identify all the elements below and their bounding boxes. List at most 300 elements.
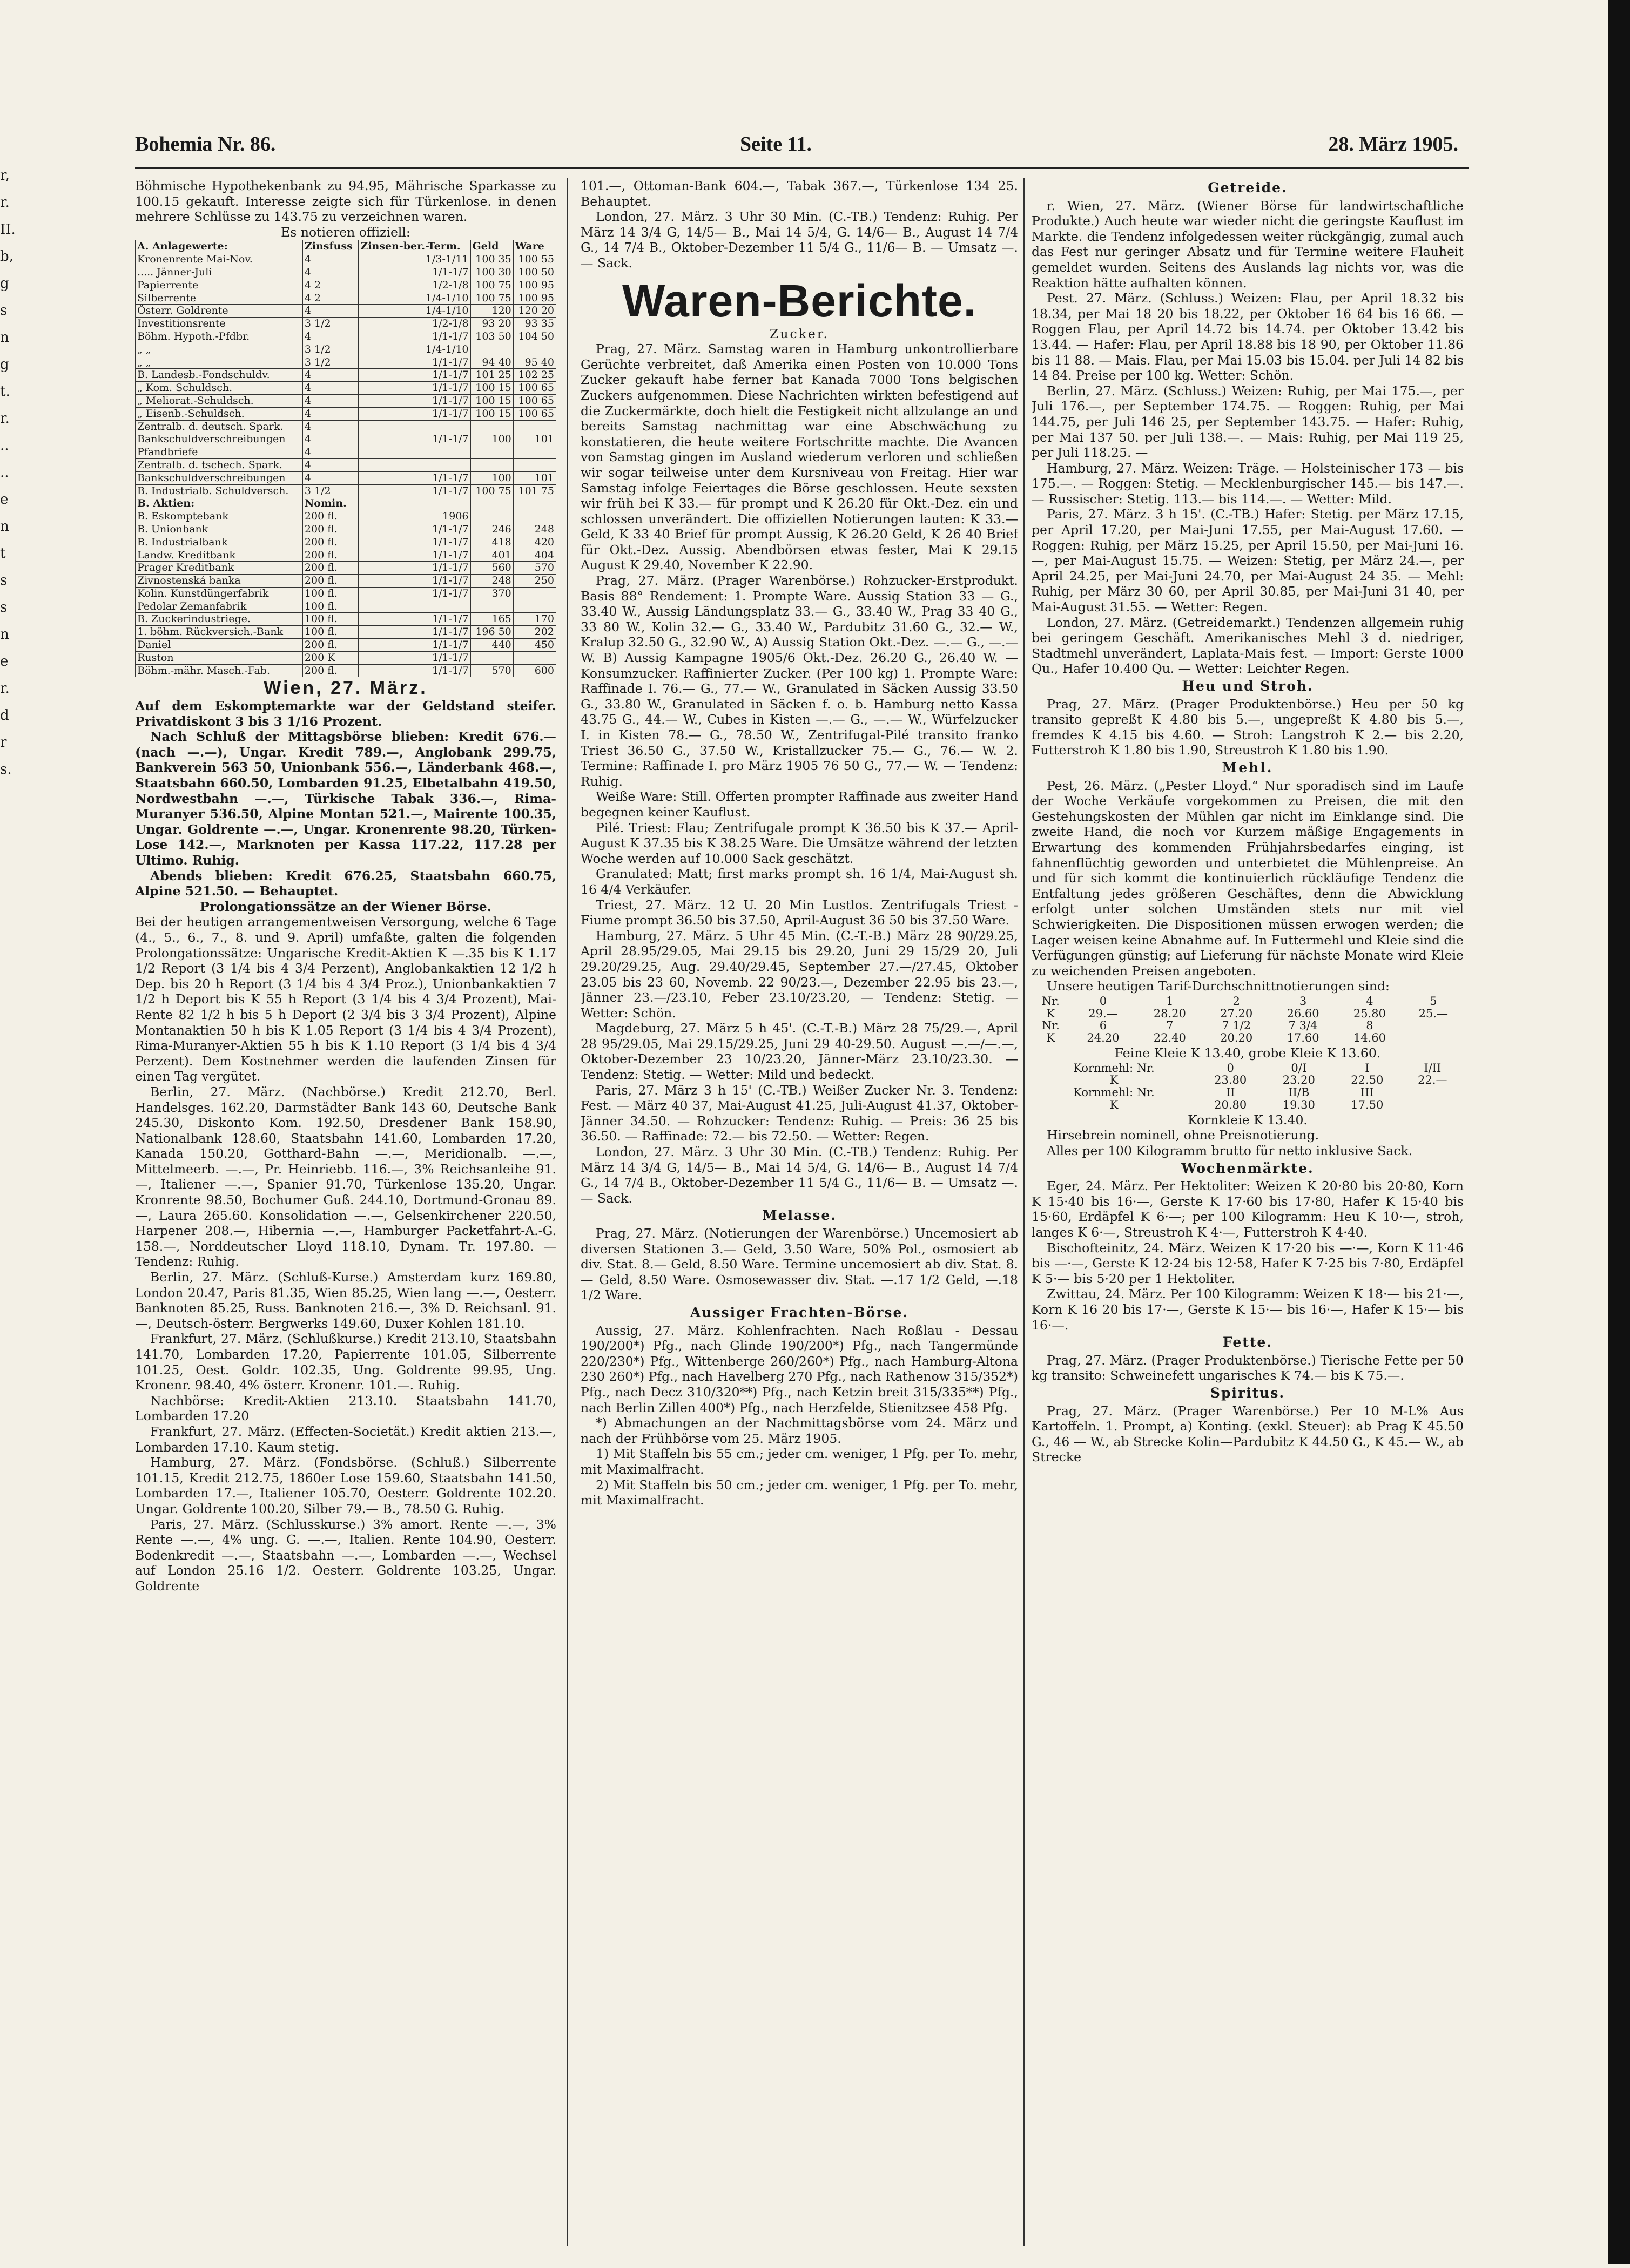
- table-cell: 26.60: [1287, 1007, 1319, 1020]
- table-cell: III: [1360, 1086, 1374, 1099]
- table-cell: [1402, 1086, 1464, 1099]
- table-header-cell: A. Anlagewerte:: [136, 240, 303, 253]
- table-cell: [470, 651, 513, 664]
- table-cell: K: [1109, 1098, 1119, 1112]
- table-row: [136, 549, 556, 562]
- table-cell: [359, 458, 470, 471]
- table-row: [136, 587, 556, 600]
- table-cell: [1402, 1099, 1464, 1111]
- table-cell: I/II: [1424, 1061, 1442, 1075]
- table-cell: 100 55: [513, 253, 556, 266]
- table-cell: 1/1-1/7: [359, 664, 470, 677]
- frachten-text: Aussig, 27. März. Kohlenfrachten. Nach Roßlau - Dessau 190/200*) Pfg., nach Glinde 190/200*) Pfg., nach Tangermünde 220/230*) Pfg., Wittenberge 260/260*) Pfg., nach Hamburg-Altona 230 260*) Pfg., nach Havelberg 270 Pfg., nach Rathenow 315/352*) Pfg., nach Decz 310/320**) Pfg., nach Ketzin breit 315/335**) Pfg., nach Berlin Zillen 400*) Pfg., nach Herzfelde, Stienitzsee 458 Pfg.: [581, 1322, 1018, 1415]
- table-cell: Landw. Kreditbank: [136, 549, 303, 562]
- margin-fragment: r,: [0, 167, 10, 184]
- wien-heading: Wien, 27. März.: [264, 678, 428, 699]
- table-cell: 4 2: [302, 279, 358, 292]
- table-cell: 100 75: [470, 279, 513, 292]
- table-cell: II: [1225, 1086, 1235, 1099]
- table-cell: 1/1-1/7: [359, 639, 470, 652]
- table-cell: 1/4-1/10: [359, 292, 470, 305]
- table-row: [136, 458, 556, 471]
- table-cell: 4: [302, 446, 358, 459]
- table-row: [1032, 1086, 1464, 1099]
- prolong-heading: Prolongationssätze an der Wiener Börse.: [200, 899, 491, 914]
- table-cell: 196 50: [470, 626, 513, 639]
- margin-fragment: n: [0, 626, 9, 643]
- table-cell: [513, 446, 556, 459]
- table-cell: 170: [513, 613, 556, 626]
- table-row: [136, 510, 556, 523]
- table-row: [136, 497, 556, 510]
- table-cell: 202: [513, 626, 556, 639]
- table-cell: B. Industrialbank: [136, 536, 303, 549]
- table-row: [136, 639, 556, 652]
- table-cell: 1/1-1/7: [359, 382, 470, 395]
- table-row: [136, 253, 556, 266]
- hamburg-zucker: Hamburg, 27. März. 5 Uhr 45 Min. (C.-T.-B.) März 28 90/29.25, April 28.95/29.05, Mai 29.15 bis 29.20, Juni 29 15/29 20, Juli 29.20/29.25, Aug. 29.40/29.45, September 27.—/27.45, Oktober 23.05 bis 23 60, Novemb. 22 90/23.—, Dezember 22.95 bis 23.—, Jänner 23.—/23.10, Feber 23.10/23.20, — Tendenz: Stetig. — Wetter: Schön.: [581, 928, 1018, 1021]
- table-cell: B. Industrialb. Schuldversch.: [136, 484, 303, 497]
- table-cell: 100 15: [470, 407, 513, 420]
- table-row: [136, 356, 556, 369]
- table-header-cell: Geld: [470, 240, 513, 253]
- table-row: [136, 613, 556, 626]
- table-cell: 1/1-1/7: [359, 356, 470, 369]
- official-note: Es notieren offiziell:: [281, 224, 410, 240]
- column-3: [1032, 178, 1464, 2246]
- table-cell: 200 K: [302, 651, 358, 664]
- table-cell: 101 75: [513, 484, 556, 497]
- melasse-text: Prag, 27. März. (Notierungen der Warenbörse.) Uncemosiert ab diversen Stationen 3.— Geld, 3.50 Ware, 50% Pol., osmosiert ab div. Stat. 8.— Geld, 8.50 Ware. Termine uncemosiert ab div. Stat. 8.— Geld, 8.50 Ware. Osmosewasser div. Stat. —.17 1/2 Geld, —.18 1/2 Ware.: [581, 1226, 1018, 1303]
- bischofteinitz-markt: Bischofteinitz, 24. März. Weizen K 17·20 bis —·—, Korn K 11·46 bis —·—, Gerste K 12·24 bis 12·58, Hafer K 7·25 bis 7·80, Erdäpfel K 5·— bis 5·20 per 1 Hektoliter.: [1032, 1240, 1464, 1286]
- table-cell: 100: [470, 433, 513, 446]
- table-row: [136, 394, 556, 407]
- frankfurt-nachboerse: Nachbörse: Kredit-Aktien 213.10. Staatsbahn 141.70, Lombarden 17.20: [135, 1393, 556, 1424]
- table-cell: [359, 600, 470, 613]
- table-cell: 1/1-1/7: [359, 484, 470, 497]
- table-cell: 418: [470, 536, 513, 549]
- table-cell: 1/4-1/10: [359, 343, 470, 356]
- column-1: [135, 178, 556, 2246]
- table-cell: 1/1-1/7: [359, 549, 470, 562]
- melasse-heading: Melasse.: [762, 1207, 837, 1224]
- table-cell: 7: [1166, 1019, 1174, 1032]
- table-row: [136, 420, 556, 433]
- margin-fragment: ..: [0, 464, 9, 481]
- table-cell: 4: [302, 382, 358, 395]
- table-cell: [513, 587, 556, 600]
- table-cell: 120: [470, 305, 513, 318]
- table-cell: 4: [302, 433, 358, 446]
- table-cell: „ „: [136, 343, 303, 356]
- mehl-text: Pest, 26. März. („Pester Lloyd.“ Nur sporadisch sind im Laufe der Woche Verkäufe vorgekommen zu Preisen, die mit den Gestehungskosten der Mühlen gar nicht im Einklange sind. Die zweite Hand, die noch vor Kurzem mäßige Engagements in Erwartung des kommenden Frühjahrsbedarfes einging, ist fahnenflüchtig geworden und unterbietet die Mühlenpreise. An und für sich kommt die kontinuierlich rückläufige Tendenz die Entfaltung jedes größeren Geschäftes, denn die Abwicklung erfolgt unter solchen Umständen stets nur mit viel Schwierigkeiten. Die Dispositionen müssen erwogen werden; die Lager weisen keine Abnahme auf. In Futtermehl und Kleie sind die Verfügungen günstig; auf Lieferung für nächste Monate wird Kleie zu weichenden Preisen angeboten.: [1032, 778, 1464, 978]
- table-cell: Investitionsrente: [136, 318, 303, 330]
- table-cell: 1/1-1/7: [359, 330, 470, 343]
- table-cell: [470, 458, 513, 471]
- table-cell: 23.20: [1282, 1074, 1315, 1087]
- table-cell: 100 75: [470, 484, 513, 497]
- table-cell: 560: [470, 562, 513, 575]
- table-row: [1032, 1099, 1464, 1111]
- table-cell: Daniel: [136, 639, 303, 652]
- magdeburg-zucker: Magdeburg, 27. März 5 h 45'. (C.-T.-B.) März 28 75/29.—, April 28 95/29.05, Mai 29.15/29.25, Juni 29 40-29.50. August —.—/—.—, Oktober-Dezember 23 10/23.20, Jänner-März 23.10/23.30. — Tendenz: Stetig. — Wetter: Mild und bedeckt.: [581, 1021, 1018, 1083]
- table-row: [136, 305, 556, 318]
- table-row: [136, 626, 556, 639]
- london-zucker: London, 27. März. 3 Uhr 30 Min. (C.-TB.) Tendenz: Ruhig. Per März 14 3/4 G, 14/5— B., Mai 14 5/4, G. 14/6— B., August 14 7/4 G., 14 7/4 B., Oktober-Dezember 11 5/4 G., 11/6— B. — Umsatz —.— Sack.: [581, 1144, 1018, 1206]
- pest-getreide: Pest. 27. März. (Schluss.) Weizen: Flau, per April 18.32 bis 18.34, per Mai 18 20 bis 18.22, per Oktober 16 64 bis 16 66. — Roggen Flau, per April 14.72 bis 14.74. per Oktober 13.42 bis 13.44. — Hafer: Flau, per April 18.88 bis 18 90, per Oktober 11.86 bis 11 88. — Mais. Flau, per Mai 15.03 bis 15.04. per Juli 14 82 bis 14 84. Preise per 100 kg. Wetter: Schön.: [1032, 291, 1464, 383]
- table-cell: 1/1-1/7: [359, 394, 470, 407]
- column-rule: [1023, 178, 1025, 2246]
- margin-fragment: s.: [0, 761, 12, 778]
- abends: Abends blieben: Kredit 676.25, Staatsbahn 660.75, Alpine 521.50. — Behauptet.: [135, 868, 556, 899]
- wien-lead: Auf dem Eskomptemarkte war der Geldstand steifer. Privatdiskont 3 bis 3 1/16 Prozent.: [135, 698, 556, 729]
- table-cell: 246: [470, 523, 513, 536]
- table-cell: 200 fl.: [302, 536, 358, 549]
- table-cell: 401: [470, 549, 513, 562]
- getreide-heading: Getreide.: [1208, 180, 1288, 195]
- margin-fragment: r: [0, 734, 7, 751]
- table-cell: 1/1-1/7: [359, 523, 470, 536]
- intro-paragraph: Böhmische Hypothekenbank zu 94.95, Mährische Sparkasse zu 100.15 gekauft. Interesse zeigte sich für Türkenlose. in denen mehrere Schlüsse zu 143.75 zu verzeichnen waren.: [135, 178, 556, 225]
- prag-zucker-1: Prag, 27. März. Samstag waren in Hamburg unkontrollierbare Gerüchte verbreitet, daß Amerika einen Posten von 10.000 Tons Zucker gekauft habe ferner bat Kanada 7000 Tons belgischen Zuckers aufgenommen. Diese Nachrichten wirkten befestigend auf die Zuckermärkte, doch hielt die Festigkeit nicht allzulange an und bereits Samstag nachmittag war eine Abschwächung zu konstatieren, die heute weitere Fortschritte machte. Die Avancen von Samstag gingen im Ausland wiederum verloren und schließen wir sogar teilweise unter dem Kursniveau von Freitag. Hier war Samstag infolge Feiertages die Börse geschlossen. Heute sexsten wir früh bei K 33.— für prompt und K 26.20 für Okt.-Dez. ein und schlossen unverändert. Die offiziellen Notierungen lauten: K 33.— Geld, K 33 40 Brief für prompt Aussig, K 26.20 Geld, K 26 40 Brief für Okt.-Dez. Aussig. Abendbörsen etwas fester, Mai K 29.15 August K 29.40, November K 22.90.: [581, 341, 1018, 573]
- table-cell: B. Landesb.-Fondschuldv.: [136, 369, 303, 382]
- paris-zucker: Paris, 27. März 3 h 15' (C.-TB.) Weißer Zucker Nr. 3. Tendenz: Fest. — März 40 37, Mai-August 41.25, Juli-August 41.37, Oktober-Jänner 34.50. — Rohzucker: Tendenz: Ruhig. — Preis: 36 25 bis 36.50. — Raffinade: 72.— bis 72.50. — Wetter: Regen.: [581, 1082, 1018, 1144]
- table-cell: K: [1109, 1074, 1119, 1087]
- table-row: [136, 523, 556, 536]
- table-cell: 1/1-1/7: [359, 562, 470, 575]
- table-cell: 100 65: [513, 382, 556, 395]
- table-cell: Zentralb. d. deutsch. Spark.: [136, 420, 303, 433]
- table-cell: 101: [513, 433, 556, 446]
- table-cell: 440: [470, 639, 513, 652]
- table-row: [1032, 1032, 1464, 1044]
- table-cell: Kornmehl: Nr.: [1073, 1061, 1155, 1075]
- table-cell: 101: [513, 471, 556, 484]
- margin-fragment: II.: [0, 221, 16, 238]
- table-row: [136, 330, 556, 343]
- table-cell: 100 fl.: [302, 626, 358, 639]
- table-cell: 1/1-1/7: [359, 575, 470, 588]
- table-cell: 370: [470, 587, 513, 600]
- table-cell: 100 fl.: [302, 613, 358, 626]
- table-row: [136, 575, 556, 588]
- table-cell: [470, 600, 513, 613]
- table-header-cell: Zinsen-ber.-Term.: [359, 240, 470, 253]
- table-cell: Nr.: [1041, 994, 1060, 1008]
- table-cell: [513, 420, 556, 433]
- table-cell: 103 50: [470, 330, 513, 343]
- table-cell: 4: [302, 369, 358, 382]
- table-cell: B. Aktien:: [136, 497, 303, 510]
- wien-getreide: r. Wien, 27. März. (Wiener Börse für landwirtschaftliche Produkte.) Auch heute war wieder nicht die geringste Kauflust im Markte. die Tendenz infolgedessen weiter rückgängig, zumal auch das Fest nur geringer Absatz und für Termine weitere Flauheit gemeldet wurden. Seitens des Auslands lag nichts vor, was die Reaktion hätte aufhalten können.: [1032, 198, 1464, 291]
- table-cell: [470, 420, 513, 433]
- table-cell: 4: [1366, 994, 1373, 1008]
- table-cell: 5: [1430, 994, 1437, 1008]
- table-cell: 200 fl.: [302, 575, 358, 588]
- table-cell: 1/1-1/7: [359, 266, 470, 279]
- table-cell: Kolin. Kunstdüngerfabrik: [136, 587, 303, 600]
- table-cell: B. Zuckerindustriege.: [136, 613, 303, 626]
- table-cell: „ Meliorat.-Schuldsch.: [136, 394, 303, 407]
- table-cell: [359, 420, 470, 433]
- paris-getreide: Paris, 27. März. 3 h 15'. (C.-TB.) Hafer: Stetig. per März 17.15, per April 17.20, per Mai-Juni 17.55, per Mai-August 17.60. — Roggen: Ruhig, per März 15.25, per April 15.50, per Mai-Juni 16.—, per Mai-August 15.75. — Weizen: Stetig, per März 24.—, per April 24.25, per Mai-Juni 24.70, per Mai-August 24 35. — Mehl: Ruhig, per März 30 60, per April 30.85, per Mai-Juni 31 40, per Mai-August 31.55. — Wetter: Regen.: [1032, 507, 1464, 615]
- hirse-line: Hirsebrein nominell, ohne Preisnotierung.: [1047, 1128, 1319, 1143]
- table-row: [136, 471, 556, 484]
- table-cell: 248: [470, 575, 513, 588]
- margin-fragment: d: [0, 707, 9, 724]
- table-cell: [359, 497, 470, 510]
- table-cell: [359, 446, 470, 459]
- table-header-cell: Zinsfuss: [302, 240, 358, 253]
- table-cell: 3 1/2: [302, 318, 358, 330]
- table-row: [136, 279, 556, 292]
- margin-fragment: t.: [0, 383, 10, 400]
- margin-fragment: r.: [0, 680, 10, 697]
- berlin-getreide: Berlin, 27. März. (Schluss.) Weizen: Ruhig, per Mai 175.—, per Juli 176.—, per September 174.75. — Roggen: Ruhig, per Mai 144.75, per Juli 146 25, per September 143.75. — Hafer: Ruhig, per Mai 137 50. per Juli 138.—. — Mais: Ruhig, per Mai 119 25, per Juli 118.25. —: [1032, 383, 1464, 461]
- fette-text: Prag, 27. März. (Prager Produktenbörse.) Tierische Fette per 50 kg transito: Schweinefett ungarisches K 74.— bis K 75.—.: [1032, 1352, 1464, 1383]
- table-cell: 0: [1227, 1061, 1234, 1075]
- stock-table: [135, 240, 556, 677]
- table-cell: 100 50: [513, 266, 556, 279]
- table-cell: Kornmehl: Nr.: [1073, 1086, 1155, 1099]
- table-row: [136, 484, 556, 497]
- hamburg-getreide: Hamburg, 27. März. Weizen: Träge. — Holsteinischer 173 — bis 175.—. — Roggen: Stetig. — Mecklenburgischer 145.— bis 147.—. — Russischer: Stetig. 113.— bis 114.—. — Wetter: Mild.: [1032, 460, 1464, 507]
- table-cell: 19.30: [1282, 1098, 1315, 1112]
- margin-fragment: e: [0, 491, 9, 508]
- margin-fragment: g: [0, 356, 9, 373]
- table-cell: 25.—: [1418, 1007, 1448, 1020]
- table-cell: 100 75: [470, 292, 513, 305]
- margin-fragment: s: [0, 572, 8, 589]
- margin-fragment: g: [0, 275, 9, 292]
- header-page-number: Seite 11.: [740, 133, 812, 156]
- table-cell: 1/2-1/8: [359, 279, 470, 292]
- tarif-intro: Unsere heutigen Tarif-Durchschnittnotierungen sind:: [1047, 978, 1390, 994]
- table-cell: 1/1-1/7: [359, 536, 470, 549]
- table-cell: [513, 510, 556, 523]
- table-cell: 104 50: [513, 330, 556, 343]
- heu-heading: Heu und Stroh.: [1182, 678, 1314, 694]
- table-cell: 28.20: [1153, 1007, 1186, 1020]
- table-cell: „ Eisenb.-Schuldsch.: [136, 407, 303, 420]
- table-cell: 4: [302, 305, 358, 318]
- table-cell: 100 15: [470, 382, 513, 395]
- zucker-heading: Zucker.: [770, 326, 829, 341]
- waren-berichte-title: Waren-Berichte.: [622, 275, 977, 326]
- table-cell: 101 25: [470, 369, 513, 382]
- table-header-cell: Ware: [513, 240, 556, 253]
- table-cell: K: [1046, 1031, 1055, 1045]
- table-cell: [513, 600, 556, 613]
- table-cell: Bankschuldverschreibungen: [136, 471, 303, 484]
- margin-fragment: n: [0, 518, 9, 535]
- nach-schluss: Nach Schluß der Mittagsbörse blieben: Kredit 676.— (nach —.—), Ungar. Kredit 789.—, Anglobank 299.75, Bankverein 563 50, Unionbank 556.—, Länderbank 468.—, Staatsbahn 660.50, Lombarden 91.25, Elbetalbahn 419.50, Nordwestbahn —.—, Türkische Tabak 336.—, Rima-Muranyer 536.50, Alpine Montan 521.—, Mairente 100.35, Ungar. Goldrente —.—, Ungar. Kronenrente 98.20, Türken-Lose 142.—, Marknoten per Kassa 117.22, 117.28 per Ultimo. Ruhig.: [135, 729, 556, 868]
- table-row: [136, 382, 556, 395]
- table-cell: 600: [513, 664, 556, 677]
- table-cell: 1/2-1/8: [359, 318, 470, 330]
- table-cell: I: [1365, 1061, 1370, 1075]
- table-cell: B. Eskomptebank: [136, 510, 303, 523]
- header-date: 28. März 1905.: [1328, 133, 1458, 156]
- table-cell: 4: [302, 407, 358, 420]
- table-cell: Böhm. Hypoth.-Pfdbr.: [136, 330, 303, 343]
- table-cell: [1403, 1020, 1464, 1032]
- table-cell: 3 1/2: [302, 484, 358, 497]
- table-row: [1032, 1074, 1464, 1086]
- margin-fragment: e: [0, 653, 9, 670]
- table-cell: [513, 458, 556, 471]
- table-row: [1032, 1062, 1464, 1075]
- table-cell: 1: [1166, 994, 1174, 1008]
- table-cell: Kronenrente Mai-Nov.: [136, 253, 303, 266]
- alles-line: Alles per 100 Kilogramm brutto für netto inklusive Sack.: [1047, 1143, 1413, 1159]
- table-cell: [513, 343, 556, 356]
- footnote-1: *) Abmachungen an der Nachmittagsbörse vom 24. März und nach der Frühbörse vom 25. März 1905.: [581, 1415, 1018, 1446]
- table-row: [136, 562, 556, 575]
- table-row: [136, 266, 556, 279]
- page-header: [135, 132, 1458, 165]
- table-cell: [470, 343, 513, 356]
- table-cell: 29.—: [1088, 1007, 1118, 1020]
- table-cell: 7 1/2: [1222, 1019, 1251, 1032]
- mehl-heading: Mehl.: [1222, 759, 1274, 775]
- scan-edge: [1608, 0, 1630, 2264]
- prolong-text: Bei der heutigen arrangementweisen Versorgung, welche 6 Tage (4., 5., 6., 7., 8. und 9. April) umfaßte, galten die folgenden Prolongationssätze: Ungarische Kredit-Aktien K —.35 bis K 1.17 1/2 Report (3 1/4 bis 4 3/4 Perzent), Anglobankaktien 12 1/2 h Dep. bis 20 h Report (3 1/4 bis 4 3/4 Proz.), Unionbankaktien 7 1/2 h Deport bis K 55 h Report (3 1/4 bis 4 3/4 Prozent), Mai-Rente 82 1/2 h bis 5 h Deport (2 3/4 bis 3 3/4 Prozent), Alpine Montanaktien 50 h bis K 1.05 Report (3 1/4 bis 4 3/4 Prozent), Rima-Muranyer-Aktien 55 h bis K 1.10 Report (3 1/4 bis 4 3/4 Perzent). Dem Kostnehmer werden die laufenden Zinsen für einen Tag vergütet.: [135, 914, 556, 1084]
- table-cell: 0/I: [1291, 1061, 1307, 1075]
- table-cell: 20.80: [1214, 1098, 1247, 1112]
- table-cell: 22.50: [1351, 1074, 1384, 1087]
- column-2: [581, 178, 1018, 2246]
- table-cell: Pedolar Zemanfabrik: [136, 600, 303, 613]
- paris-schlusskurse: Paris, 27. März. (Schlusskurse.) 3% amort. Rente —.—, 3% Rente —.—, 4% ung. G. —.—, Italien. Rente 104.90, Oesterr. Bodenkredit —.—, Staatsbahn —.—, Lombarden —.—, Wechsel auf London 25.16 1/2. Oesterr. Goldrente 103.25, Ungar. Goldrente: [135, 1516, 556, 1594]
- table-cell: 570: [470, 664, 513, 677]
- spiritus-text: Prag, 27. März. (Prager Warenbörse.) Per 10 M-L% Aus Kartoffeln. 1. Prompt, a) Konting. (exkl. Steuer): ab Prag K 45.50 G., 46 — W., ab Strecke Kolin—Pardubitz K 44.50 G., K 45.— W., ab Strecke: [1032, 1403, 1464, 1465]
- table-cell: 1/1-1/7: [359, 407, 470, 420]
- london-fondsboerse: London, 27. März. 3 Uhr 30 Min. (C.-TB.) Tendenz: Ruhig. Per März 14 3/4 G, 14/5— B., Mai 14 5/4, G. 14/6— B., August 14 7/4 G., 14 7/4 B., Oktober-Dezember 11 5/4 G., 11/6— B. — Umsatz —.— Sack.: [581, 209, 1018, 271]
- table-cell: 404: [513, 549, 556, 562]
- table-cell: 94 40: [470, 356, 513, 369]
- table-cell: 1. böhm. Rückversich.-Bank: [136, 626, 303, 639]
- margin-fragment: t: [0, 545, 6, 562]
- margin-fragment: ..: [0, 437, 9, 454]
- table-row: [136, 343, 556, 356]
- table-cell: [513, 651, 556, 664]
- table-cell: 0: [1099, 994, 1107, 1008]
- weisse-ware: Weiße Ware: Still. Offerten prompter Raffinade aus zweiter Hand begegnen keiner Kauflust.: [581, 789, 1018, 820]
- table-cell: 20.20: [1220, 1031, 1253, 1045]
- kornmehl-table: [1032, 1062, 1464, 1111]
- table-cell: 3 1/2: [302, 356, 358, 369]
- table-cell: 200 fl.: [302, 523, 358, 536]
- table-cell: II/B: [1288, 1086, 1310, 1099]
- table-cell: Zivnostenská banka: [136, 575, 303, 588]
- table-cell: 100 fl.: [302, 587, 358, 600]
- table-cell: Ruston: [136, 651, 303, 664]
- table-cell: [470, 497, 513, 510]
- eger-markt: Eger, 24. März. Per Hektoliter: Weizen K 20·80 bis 20·80, Korn K 15·40 bis 16·—, Gerste K 17·60 bis 17·80, Hafer K 15·40 bis 15·60, Erdäpfel K 6·—; per 100 Kilogramm: Heu K 10·—, stroh, langes K 6·—, Streustroh K 4·—, Futterstroh K 4·40.: [1032, 1178, 1464, 1240]
- fette-heading: Fette.: [1223, 1334, 1272, 1351]
- table-cell: 100 95: [513, 292, 556, 305]
- table-cell: [513, 497, 556, 510]
- table-cell: 4: [302, 394, 358, 407]
- table-cell: 22.40: [1153, 1031, 1186, 1045]
- berlin-nachboerse: Berlin, 27. März. (Nachbörse.) Kredit 212.70, Berl. Handelsges. 162.20, Darmstädter Bank 143 60, Deutsche Bank 245.30, Diskonto Kom. 192.50, Dresdener Bank 158.90, Nationalbank 128.60, Staatsbahn 141.60, Lombarden 17.20, Kanada 150.20, Gotthard-Bahn —.—, Meridionalb. —.—, Mittelmeerb. —.—, Pr. Heinriebb. 116.—, 3% Reichsanleihe 91.—, Italiener —.—, Spanier 91.70, Türkenlose 135.20, Ungar. Kronrente 98.50, Bochumer Guß. 244.10, Dortmund-Gronau 89.—, Laura 265.60. Konsolidation —.—, Gelsenkirchener 220.50, Harpener 208.—, Hibernia —.—, Hamburger Packetfahrt-A.-G. 158.—, Norddeutscher Lloyd 118.10, Dynam. Tr. 197.80. — Tendenz: Ruhig.: [135, 1084, 556, 1270]
- table-cell: 1/1-1/7: [359, 626, 470, 639]
- table-row: [136, 292, 556, 305]
- margin-fragment: b,: [0, 248, 14, 265]
- table-cell: 200 fl.: [302, 549, 358, 562]
- margin-fragment: s: [0, 599, 8, 616]
- table-cell: 4: [302, 420, 358, 433]
- table-cell: 2: [1232, 994, 1240, 1008]
- table-cell: Silberrente: [136, 292, 303, 305]
- table-cell: 4: [302, 458, 358, 471]
- table-cell: 14.60: [1353, 1031, 1386, 1045]
- table-cell: 4: [302, 330, 358, 343]
- table-cell: 93 35: [513, 318, 556, 330]
- footnote-3: 2) Mit Staffeln bis 50 cm.; jeder cm. weniger, 1 Pfg. per To. mehr, mit Maximalfracht.: [581, 1477, 1018, 1508]
- left-margin-cropped-text: [0, 162, 16, 2268]
- table-cell: 200 fl.: [302, 639, 358, 652]
- table-cell: 570: [513, 562, 556, 575]
- prag-zucker-2: Prag, 27. März. (Prager Warenbörse.) Rohzucker-Erstprodukt. Basis 88° Rendement: 1. Prompte Ware. Aussig Station 33 — G., 33.40 W., Aussig Ländungsplatz 33.— G., 33.40 W., Prag 33 40 G., 33 80 W., Kolin 32.— G., 33.40 W., Pardubitz 31.60 G., 32.— W., Kralup 32.50 G., 32.90 W., A) Aussig Station Okt.-Dez. —.— G., —.— W. B) Aussig Kampagne 1905/6 Okt.-Dez. 26.20 G., 26.40 W. — Konsumzucker. Raffinierter Zucker. (Per 100 kg) 1. Prompte Ware: Raffinade I. 76.— G., 77.— W., Granulated in Säcken Aussig 33.50 G., 33.80 W., Granulated in Säcken f. o. b. Hamburg netto Kassa 43.75 G., 44.— W., Cubes in Kisten —.— G., —.— W., Würfelzucker I. in Kisten 78.— G., 78.50 W., Zentrifugal-Pilé transito franko Triest 36.50 G., 37.50 W., Kristallzucker 75.— G., 76.— W. 2. Termine: Raffinade I. pro März 1905 76 50 G., 77.— W. — Tendenz: Ruhig.: [581, 573, 1018, 789]
- margin-fragment: r.: [0, 194, 10, 211]
- table-cell: 450: [513, 639, 556, 652]
- header-publication: Bohemia Nr. 86.: [135, 133, 276, 156]
- margin-fragment: n: [0, 329, 9, 346]
- spiritus-heading: Spiritus.: [1210, 1385, 1285, 1401]
- table-cell: 1/1-1/7: [359, 613, 470, 626]
- col2-top: 101.—, Ottoman-Bank 604.—, Tabak 367.—, Türkenlose 134 25. Behauptet.: [581, 178, 1018, 209]
- table-cell: Böhm.-mähr. Masch.-Fab.: [136, 664, 303, 677]
- table-cell: 100 fl.: [302, 600, 358, 613]
- table-row: [136, 600, 556, 613]
- table-cell: 93 20: [470, 318, 513, 330]
- table-row: [1032, 1008, 1464, 1020]
- table-row: [136, 407, 556, 420]
- footnote-2: 1) Mit Staffeln bis 55 cm.; jeder cm. weniger, 1 Pfg. per To. mehr, mit Maximalfracht.: [581, 1446, 1018, 1477]
- table-cell: Pfandbriefe: [136, 446, 303, 459]
- table-cell: Papierrente: [136, 279, 303, 292]
- kornkleie-line: Kornkleie K 13.40.: [1188, 1112, 1308, 1128]
- london-getreide: London, 27. März. (Getreidemarkt.) Tendenzen allgemein ruhig bei geringem Geschäft. Amerikanisches Mehl 3 d. niedriger, Stadtmehl unverändert, Laplata-Mais fest. — Import: Gerste 1000 Qu., Hafer 10.400 Qu. — Wetter: Leichter Regen.: [1032, 615, 1464, 677]
- table-cell: 1/1-1/7: [359, 651, 470, 664]
- table-cell: 3: [1299, 994, 1307, 1008]
- table-cell: [1403, 1032, 1464, 1044]
- hamburg-fondsboerse: Hamburg, 27. März. (Fondsbörse. (Schluß.) Silberrente 101.15, Kredit 212.75, 1860er Lose 159.60, Staatsbahn 141.50, Lombarden 17.—, Italiener 105.70, Oesterr. Goldrente 102.20. Ungar. Goldrente 100.20, Silber 79.— B., 78.50 G. Ruhig.: [135, 1455, 556, 1516]
- table-cell: 100 15: [470, 394, 513, 407]
- table-cell: Nr.: [1041, 1019, 1060, 1032]
- table-cell: Bankschuldverschreibungen: [136, 433, 303, 446]
- table-row: [136, 651, 556, 664]
- table-cell: 102 25: [513, 369, 556, 382]
- table-cell: ..... Jänner-Juli: [136, 266, 303, 279]
- table-row: [136, 369, 556, 382]
- table-cell: 1/1-1/7: [359, 433, 470, 446]
- table-cell: 100 65: [513, 394, 556, 407]
- table-cell: 27.20: [1220, 1007, 1253, 1020]
- table-cell: 200 fl.: [302, 562, 358, 575]
- triest: Triest, 27. März. 12 U. 20 Min Lustlos. Zentrifugals Triest - Fiume prompt 36.50 bis 37.50, April-August 36 50 bis 37.50 Ware.: [581, 897, 1018, 928]
- table-cell: 100 30: [470, 266, 513, 279]
- frankfurt-schlusskurse: Frankfurt, 27. März. (Schlußkurse.) Kredit 213.10, Staatsbahn 141.70, Lombarden 17.20, Papierrente 101.05, Silberrente 101.25, Oest. Goldr. 102.35, Ung. Goldrente 99.95, Ung. Kronenr. 98.40, 4% österr. Kronenr. 101.—. Ruhig.: [135, 1331, 556, 1393]
- table-row: [136, 536, 556, 549]
- table-cell: 100 65: [513, 407, 556, 420]
- table-cell: 100: [470, 471, 513, 484]
- frachten-heading: Aussiger Frachten-Börse.: [690, 1304, 909, 1320]
- margin-fragment: r.: [0, 410, 10, 427]
- granulated: Granulated: Matt; first marks prompt sh. 16 1/4, Mai-August sh. 16 4/4 Verkäufer.: [581, 866, 1018, 897]
